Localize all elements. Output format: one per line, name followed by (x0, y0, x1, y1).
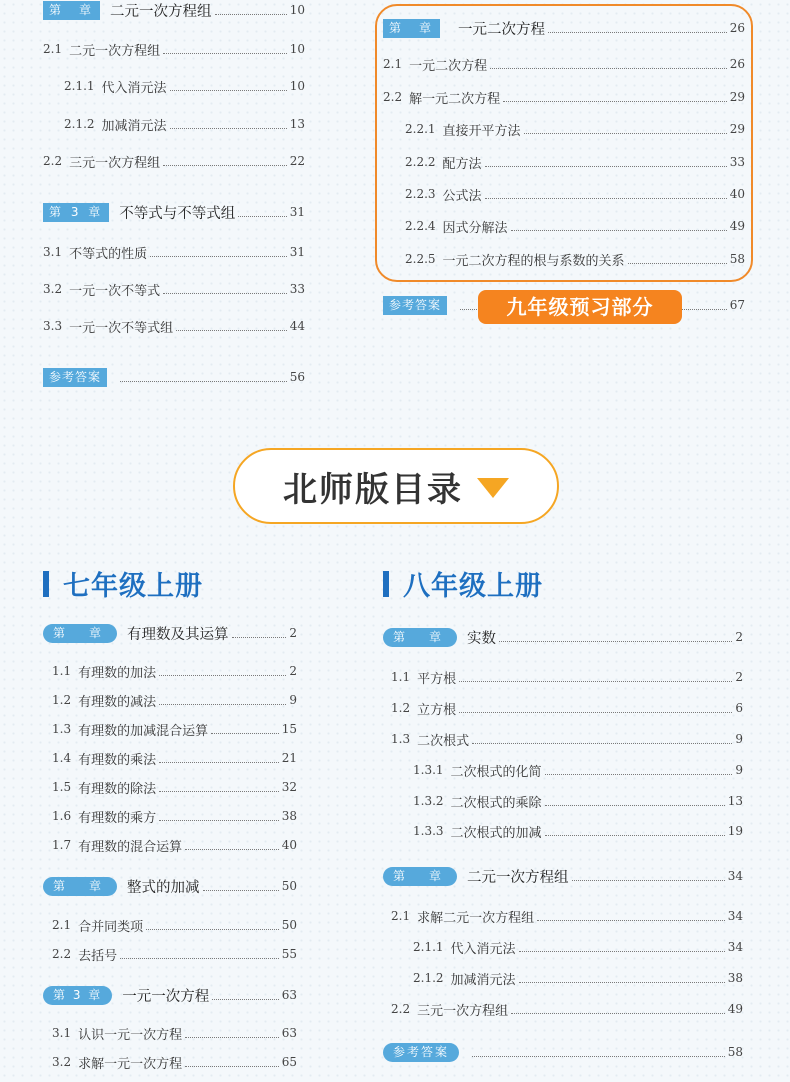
leader-dots (628, 263, 727, 264)
leader-dots (511, 1013, 725, 1014)
toc-item[interactable] (413, 760, 743, 780)
leader-dots (176, 330, 287, 331)
toc-answers[interactable] (43, 367, 305, 387)
section-title: 因式分解法 (442, 220, 508, 236)
page-number: 58 (727, 1045, 743, 1059)
grade7-heading (43, 564, 203, 603)
heading-bar (43, 571, 49, 597)
section-title: 直接开平方法 (442, 123, 521, 139)
page-number: 2 (289, 664, 297, 678)
page-number: 58 (729, 252, 745, 266)
toc-item[interactable] (391, 698, 743, 718)
toc-item[interactable] (413, 937, 743, 957)
section-number: 1.2 (391, 701, 411, 715)
page-number: 10 (289, 79, 305, 93)
page-number: 33 (289, 282, 305, 296)
section-number: 2.2 (43, 154, 63, 168)
section-number: 2.2.5 (405, 252, 436, 266)
leader-dots (519, 951, 725, 952)
section-number: 2.1 (383, 57, 403, 71)
page-number: 44 (289, 319, 305, 333)
section-number: 1.1 (391, 670, 411, 684)
leader-dots (459, 681, 732, 682)
page-number: 6 (735, 701, 743, 715)
chapter-title: 二元一次方程组 (110, 3, 212, 20)
toc-item[interactable] (391, 906, 743, 926)
page-number: 15 (281, 722, 297, 736)
section-number: 3.3 (43, 319, 63, 333)
toc-chapter-1[interactable] (383, 627, 743, 647)
answers-badge: 参考答案 (383, 296, 447, 315)
section-number: 1.7 (52, 838, 72, 852)
chapter-title: 一元一次方程 (122, 988, 210, 1005)
section-title: 加减消元法 (101, 118, 167, 134)
page-number: 22 (289, 154, 305, 168)
toc-chapter-1[interactable] (43, 623, 297, 643)
page-number: 55 (281, 947, 297, 961)
page-number: 56 (289, 370, 305, 384)
page-number: 65 (281, 1055, 297, 1069)
leader-dots (545, 805, 725, 806)
chapter-title: 有理数及其运算 (127, 626, 229, 643)
section-number: 2.2.2 (405, 155, 436, 169)
toc-chapter-3[interactable] (43, 985, 297, 1005)
toc-item[interactable] (405, 249, 745, 269)
page-number: 2 (735, 670, 743, 684)
chapter-badge: 第 章 (383, 628, 457, 647)
chapter-title: 一元二次方程 (458, 21, 546, 38)
page-number: 2 (289, 626, 297, 640)
toc-chapter-2[interactable] (383, 866, 743, 886)
toc-item[interactable] (383, 87, 745, 107)
section-number: 1.5 (52, 780, 72, 794)
section-title: 有理数的除法 (78, 781, 157, 797)
chapter-badge: 第 章 (383, 19, 440, 38)
page-number: 63 (281, 988, 297, 1002)
toc-chapter-2[interactable] (43, 0, 305, 20)
leader-dots (499, 641, 732, 642)
leader-dots (159, 762, 279, 763)
leader-dots (472, 743, 732, 744)
leader-dots (211, 733, 279, 734)
section-title-pill (233, 448, 559, 524)
toc-item[interactable] (43, 39, 305, 59)
toc-item[interactable] (413, 791, 743, 811)
section-title: 二元一次方程组 (69, 43, 161, 59)
toc-item[interactable] (52, 748, 297, 768)
toc-item[interactable] (391, 999, 743, 1019)
toc-item[interactable] (52, 661, 297, 681)
section-number: 1.1 (52, 664, 72, 678)
page-number: 67 (729, 298, 745, 312)
leader-dots (572, 880, 725, 881)
page-number: 34 (727, 909, 743, 923)
page-number: 21 (281, 751, 297, 765)
toc-item[interactable] (52, 777, 297, 797)
page-number: 10 (289, 3, 305, 17)
toc-item[interactable] (43, 151, 305, 171)
page-number: 33 (729, 155, 745, 169)
leader-dots (519, 982, 725, 983)
section-number: 2.1.1 (413, 940, 444, 954)
page-number: 2 (735, 630, 743, 644)
toc-item[interactable] (64, 114, 305, 134)
toc-item[interactable] (52, 1052, 297, 1072)
page-number: 40 (729, 187, 745, 201)
chapter-badge: 第 3 章 (43, 203, 109, 222)
page-number: 49 (729, 219, 745, 233)
toc-item[interactable] (52, 944, 297, 964)
page-number: 9 (289, 693, 297, 707)
section-number: 2.1 (52, 918, 72, 932)
toc-item[interactable] (43, 279, 305, 299)
leader-dots (163, 293, 287, 294)
preview-section-tag: 九年级预习部分 (478, 290, 682, 324)
chapter-title: 二元一次方程组 (467, 869, 569, 886)
page-number: 9 (735, 732, 743, 746)
section-title: 配方法 (442, 156, 482, 172)
section-number: 1.2 (52, 693, 72, 707)
toc-chapter-3[interactable] (43, 202, 305, 222)
section-number: 1.3.3 (413, 824, 444, 838)
section-number: 3.2 (43, 282, 63, 296)
chapter-badge: 第 章 (43, 877, 117, 896)
leader-dots (490, 68, 727, 69)
section-number: 2.2.3 (405, 187, 436, 201)
section-number: 1.4 (52, 751, 72, 765)
section-number: 2.2 (391, 1002, 411, 1016)
leader-dots (159, 791, 279, 792)
page-number: 34 (727, 869, 743, 883)
section-title: 一元一次不等式组 (69, 320, 174, 336)
section-number: 1.6 (52, 809, 72, 823)
grade-title: 七年级上册 (63, 571, 203, 602)
section-title: 去括号 (78, 948, 118, 964)
leader-dots (503, 101, 727, 102)
section-title: 认识一元一次方程 (78, 1027, 183, 1043)
section-title: 三元一次方程组 (417, 1003, 509, 1019)
grade8-heading (383, 564, 543, 603)
section-title: 加减消元法 (450, 972, 516, 988)
page-number: 38 (727, 971, 743, 985)
leader-dots (150, 256, 287, 257)
section-title: 二次根式 (417, 733, 470, 749)
section-title: 一元一次不等式 (69, 283, 161, 299)
section-title: 立方根 (417, 702, 457, 718)
section-number: 2.1 (391, 909, 411, 923)
triangle-down-icon (477, 478, 509, 498)
leader-dots (203, 890, 279, 891)
section-title: 三元一次方程组 (69, 155, 161, 171)
toc-item[interactable] (391, 729, 743, 749)
preview-highlight-box (375, 4, 753, 282)
leader-dots (120, 958, 279, 959)
toc-item[interactable] (413, 821, 743, 841)
toc-item[interactable] (405, 216, 745, 236)
section-number: 3.1 (43, 245, 63, 259)
page-number: 29 (729, 90, 745, 104)
section-title: 有理数的混合运算 (78, 839, 183, 855)
leader-dots (459, 712, 732, 713)
answers-badge: 参考答案 (383, 1043, 459, 1062)
leader-dots (511, 230, 727, 231)
section-number: 1.3 (52, 722, 72, 736)
leader-dots (238, 216, 286, 217)
chapter-badge: 第 章 (43, 1, 100, 20)
chapter-badge: 第 3 章 (43, 986, 112, 1005)
leader-dots (185, 1037, 279, 1038)
page-number: 50 (281, 879, 297, 893)
page-number: 50 (281, 918, 297, 932)
section-title: 一元二次方程 (409, 58, 488, 74)
section-title: 二次根式的化简 (450, 764, 542, 780)
chapter-badge: 第 章 (43, 624, 117, 643)
page-number: 10 (289, 42, 305, 56)
chapter-title: 实数 (467, 630, 497, 647)
section-title: 求解一元一次方程 (78, 1056, 183, 1072)
toc-item[interactable] (52, 915, 297, 935)
page-number: 26 (729, 21, 745, 35)
answers-badge: 参考答案 (43, 368, 107, 387)
leader-dots (159, 704, 286, 705)
leader-dots (185, 1066, 279, 1067)
leader-dots (170, 128, 287, 129)
toc-item[interactable] (405, 119, 745, 139)
toc-item[interactable] (405, 184, 745, 204)
page-number: 19 (727, 824, 743, 838)
leader-dots (212, 999, 278, 1000)
section-number: 2.1.2 (64, 117, 95, 131)
section-title: 二次根式的乘除 (450, 795, 542, 811)
section-title: 代入消元法 (101, 80, 167, 96)
chapter-title: 整式的加减 (127, 879, 200, 896)
section-title: 合并同类项 (78, 919, 144, 935)
section-title: 平方根 (417, 671, 457, 687)
section-title: 有理数的加法 (78, 665, 157, 681)
section-title: 有理数的加减混合运算 (78, 723, 209, 739)
section-number: 1.3 (391, 732, 411, 746)
toc-item[interactable] (383, 54, 745, 74)
section-title: 有理数的乘方 (78, 810, 157, 826)
toc-answers[interactable] (383, 1042, 743, 1062)
toc-item[interactable] (52, 719, 297, 739)
leader-dots (163, 165, 287, 166)
page-number: 31 (289, 205, 305, 219)
page-number: 29 (729, 122, 745, 136)
toc-item[interactable] (43, 242, 305, 262)
section-number: 2.1 (43, 42, 63, 56)
section-title: 解一元二次方程 (409, 91, 501, 107)
section-title: 北师版目录 (283, 469, 463, 510)
grade-title: 八年级上册 (403, 571, 543, 602)
leader-dots (485, 198, 727, 199)
toc-item[interactable] (64, 76, 305, 96)
leader-dots (163, 53, 287, 54)
toc-item[interactable] (52, 806, 297, 826)
section-number: 1.3.2 (413, 794, 444, 808)
page-number: 31 (289, 245, 305, 259)
section-title: 公式法 (442, 188, 482, 204)
leader-dots (146, 929, 279, 930)
section-title: 一元二次方程的根与系数的关系 (442, 253, 625, 269)
leader-dots (159, 675, 286, 676)
page-number: 34 (727, 940, 743, 954)
section-number: 2.2.4 (405, 219, 436, 233)
page-number: 13 (727, 794, 743, 808)
section-title: 有理数的乘法 (78, 752, 157, 768)
toc-chapter-2[interactable] (43, 876, 297, 896)
section-title: 不等式的性质 (69, 246, 148, 262)
heading-bar (383, 571, 389, 597)
section-number: 3.1 (52, 1026, 72, 1040)
chapter-title: 不等式与不等式组 (119, 205, 236, 222)
section-title: 求解二元一次方程组 (417, 910, 535, 926)
toc-item[interactable] (52, 1023, 297, 1043)
toc-chapter-quadratic[interactable] (383, 18, 745, 38)
page-number: 32 (281, 780, 297, 794)
page-number: 9 (735, 763, 743, 777)
leader-dots (548, 32, 727, 33)
leader-dots (537, 920, 725, 921)
leader-dots (232, 637, 287, 638)
section-number: 2.1.1 (64, 79, 95, 93)
leader-dots (545, 774, 733, 775)
chapter-badge: 第 章 (383, 867, 457, 886)
section-number: 2.2.1 (405, 122, 436, 136)
section-number: 2.2 (52, 947, 72, 961)
section-number: 3.2 (52, 1055, 72, 1069)
leader-dots (215, 14, 287, 15)
leader-dots (545, 835, 725, 836)
page-number: 49 (727, 1002, 743, 1016)
leader-dots (524, 133, 727, 134)
leader-dots (120, 381, 287, 382)
toc-item[interactable] (405, 152, 745, 172)
page-number: 26 (729, 57, 745, 71)
toc-item[interactable] (43, 316, 305, 336)
page-number: 63 (281, 1026, 297, 1040)
leader-dots (159, 820, 279, 821)
toc-item[interactable] (413, 968, 743, 988)
section-title: 有理数的减法 (78, 694, 157, 710)
toc-item[interactable] (52, 690, 297, 710)
page-number: 40 (281, 838, 297, 852)
section-title: 代入消元法 (450, 941, 516, 957)
section-number: 2.1.2 (413, 971, 444, 985)
page-number: 38 (281, 809, 297, 823)
page-number: 13 (289, 117, 305, 131)
toc-item[interactable] (391, 667, 743, 687)
leader-dots (485, 166, 727, 167)
toc-item[interactable] (52, 835, 297, 855)
leader-dots (170, 90, 287, 91)
leader-dots (185, 849, 279, 850)
section-number: 1.3.1 (413, 763, 444, 777)
leader-dots (472, 1056, 725, 1057)
section-number: 2.2 (383, 90, 403, 104)
section-title: 二次根式的加减 (450, 825, 542, 841)
